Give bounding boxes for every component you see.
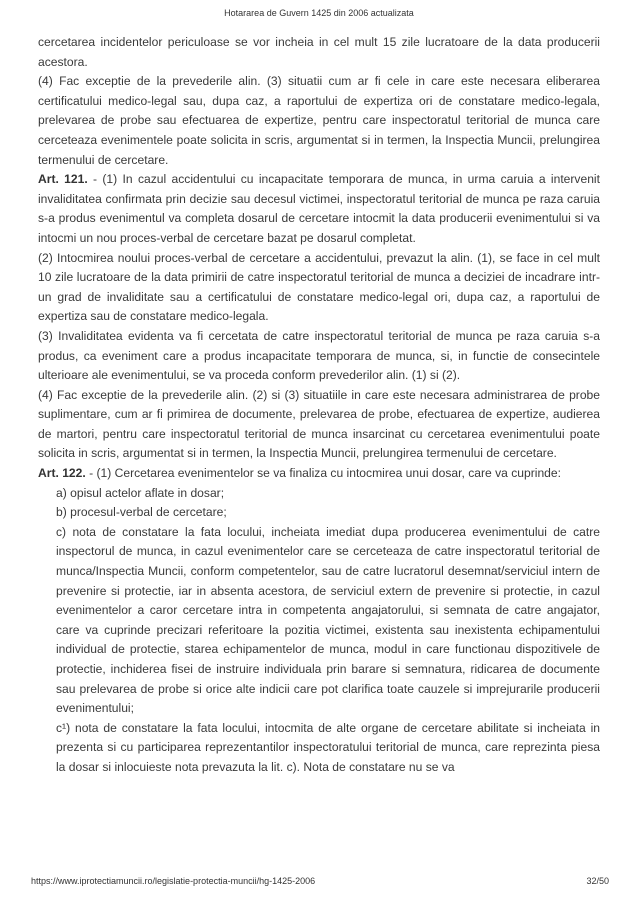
article-text: - (1) In cazul accidentului cu incapacitate temporara de munca, in urma caruia a intervenit invaliditatea confirmata prin decizie sau decesul victimei, inspectoratul teritorial de munca pe raza caruia s-a produs evenimentul va completa dosarul de cercetare intocmit la data producerii evenimentului si va intocmi un nou proces-verbal de cercetare bazat pe dosarul completat.	[38, 172, 600, 245]
paragraph: (4) Fac exceptie de la prevederile alin. (2) si (3) situatiile in care este necesara administrarea de probe suplimentare, cum ar fi primirea de documente, prelevarea de probe, efectuarea de expertize, audierea de martori, pentru care inspectoratul teritorial de munca insarcinat cu cercetarea evenimentului poate solicita in scris, argumentat si in termen, la Inspectia Muncii, prelungirea termenului de cercetare.	[38, 387, 600, 461]
paragraph: (3) Invaliditatea evidenta va fi cercetata de catre inspectoratul teritorial de munca pe raza caruia s-a produs, ca eveniment care a produs incapacitate temporara de munca, si, in functie de consecintele ulterioare ale evenimentului, se va proceda conform prevederilor alin. (1) si (2).	[38, 328, 600, 383]
document-title: Hotararea de Guvern 1425 din 2006 actualizata	[224, 8, 414, 18]
article-text: - (1) Cercetarea evenimentelor se va finaliza cu intocmirea unui dosar, care va cuprinde:	[85, 466, 561, 481]
list-item: b) procesul-verbal de cercetare;	[56, 505, 227, 520]
paragraph: (4) Fac exceptie de la prevederile alin. (3) situatii cum ar fi cele in care este necesara eliberarea certificatului medico-legal sau, dupa caz, a raportului de expertiza ori de constatare medico-legala, prelevarea de probe sau efectuarea de expertize, pentru care inspectoratul teritorial de munca care cerceteaza evenimentele poate solicita in scris, argumentat si in termen, la Inspectia Muncii, prelungirea termenului de cercetare.	[38, 74, 600, 167]
paragraph: (2) Intocmirea noului proces-verbal de cercetare a accidentului, prevazut la alin. (1), se face in cel mult 10 zile lucratoare de la data primirii de catre inspectoratul teritorial de munca a deciziei de incadrare intr-un grad de invaliditate sau a certificatului de constatare medico-legal ori, dupa caz, a raportului de expertiza sau de constatare medico-legala.	[38, 250, 600, 324]
document-body	[38, 33, 600, 778]
article-122	[38, 464, 600, 484]
list-item: a) opisul actelor aflate in dosar;	[56, 485, 225, 500]
list-item: c¹) nota de constatare la fata locului, intocmita de alte organe de cercetare abilitate si incheiata in prezenta si cu participarea reprezentantilor inspectoratului teritorial de munca, care reprezinta piesa la dosar si inlocuieste nota prevazuta la lit. c). Nota de constatare nu se va	[56, 720, 600, 774]
source-link[interactable]: https://www.iprotectiamuncii.ro/legislatie-protectia-muncii/hg-1425-2006	[31, 876, 316, 886]
article-121	[38, 170, 600, 248]
list-item: c) nota de constatare la fata locului, incheiata imediat dupa producerea evenimentului de catre inspectorul de munca, in cazul evenimentelor care se cerceteaza de catre inspectoratul teritorial de munca/Inspectia Muncii, conform competentelor, sau de catre lucratorul desemnat/serviciul intern de prevenire si protectie, iar in absenta acestora, de serviciul extern de prevenire si protectie, in cazul evenimentelor a caror cercetare intra in competenta angajatorului, si semnata de catre angajator, care va cuprinde precizari referitoare la pozitia victimei, existenta sau inexistenta echipamentului individual de protectie, starea echipamentelor de munca, modul in care functionau dispozitivele de protectie, inchiderea fisei de instruire individuala prin barare si semnatura, ridicarea de documente sau prelevarea de probe si orice alte indicii care pot clarifica toate cauzele si imprejurarile producerii evenimentului;	[56, 524, 600, 716]
paragraph: cercetarea incidentelor periculoase se vor incheia in cel mult 15 zile lucratoare de la data producerii acestora.	[38, 35, 600, 69]
article-label: Art. 121.	[38, 172, 88, 187]
article-label: Art. 122.	[38, 466, 86, 481]
document-header	[0, 8, 638, 18]
page-number: 32/50	[586, 876, 609, 886]
